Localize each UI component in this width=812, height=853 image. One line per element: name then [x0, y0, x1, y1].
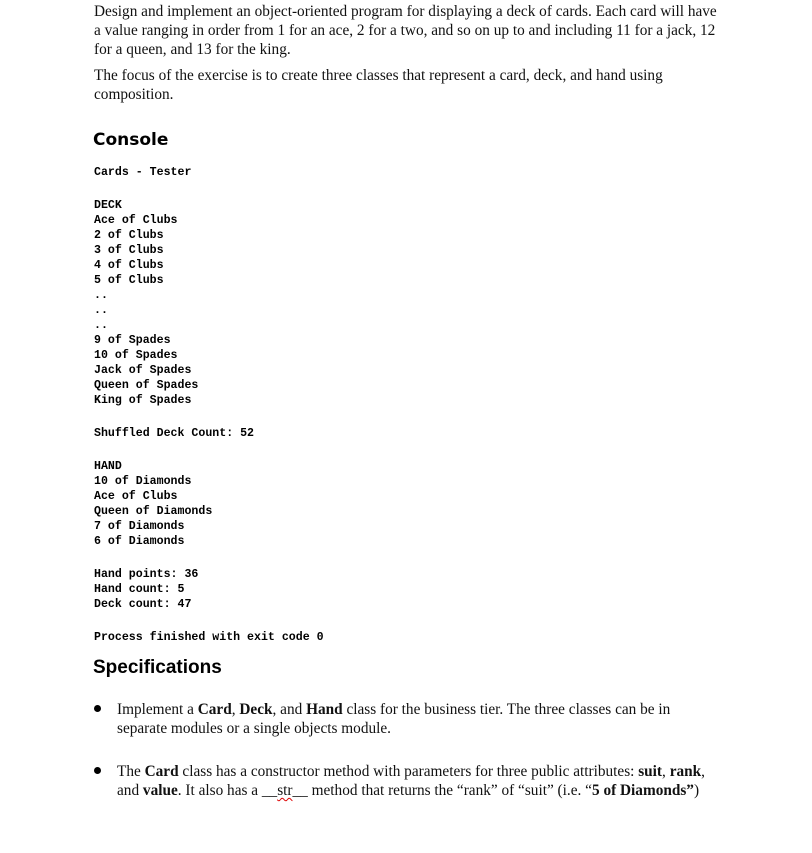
- attr-value: value: [142, 782, 178, 799]
- specifications-heading: Specifications: [93, 657, 222, 678]
- method-str: str: [277, 782, 293, 799]
- specifications-list: [94, 700, 724, 800]
- text: , and: [117, 763, 705, 799]
- intro-paragraph-2: The focus of the exercise is to create three classes that represent a card, deck, and hand using composition.: [94, 67, 663, 103]
- console-spacer: [94, 180, 324, 198]
- hand-line: 6 of Diamonds: [94, 535, 185, 548]
- hand-points: Hand points: 36: [94, 568, 199, 581]
- hand-line: 7 of Diamonds: [94, 520, 185, 533]
- deck-line: 3 of Clubs: [94, 244, 164, 257]
- deck-line: 5 of Clubs: [94, 274, 164, 287]
- hand-label: HAND: [94, 460, 122, 473]
- deck-line: Queen of Spades: [94, 379, 199, 392]
- text: . It also has a __: [177, 782, 278, 799]
- deck-line: 2 of Clubs: [94, 229, 164, 242]
- attr-rank: rank: [669, 763, 702, 780]
- console-spacer: [94, 612, 324, 630]
- text: Implement a: [117, 701, 198, 718]
- bullet-icon: [94, 767, 101, 774]
- console-spacer: [94, 441, 324, 459]
- deck-line: ..: [94, 304, 108, 317]
- class-name-card: Card: [197, 701, 232, 718]
- deck-line: Jack of Spades: [94, 364, 192, 377]
- text: The: [117, 763, 145, 780]
- spec-item-card-class: [94, 762, 724, 800]
- text: __ method that returns the “rank” of “suit” (i.e. “: [292, 782, 592, 799]
- text: ,: [662, 763, 670, 780]
- console-spacer: [94, 408, 324, 426]
- intro-paragraph-1: Design and implement an object-oriented program for displaying a deck of cards. Each card will have a value ranging in order from 1 for an ace, 2 for a two, and so on up to and including 11 for a jack, 12 for a queen, and 13 for the king.: [94, 3, 717, 58]
- deck-line: ..: [94, 319, 108, 332]
- class-name-deck: Deck: [239, 701, 273, 718]
- deck-line: 4 of Clubs: [94, 259, 164, 272]
- example-output: 5 of Diamonds”: [591, 782, 694, 799]
- text: ): [693, 782, 700, 799]
- text: class for the business tier. The three classes can be in separate modules or a single objects module.: [117, 701, 671, 737]
- deck-line: Ace of Clubs: [94, 214, 178, 227]
- console-output: [94, 165, 324, 645]
- text: , and: [272, 701, 307, 718]
- class-name-card: Card: [144, 763, 179, 780]
- exit-message: Process finished with exit code 0: [94, 631, 324, 644]
- text: ,: [231, 701, 240, 718]
- text: class has a constructor method with parameters for three public attributes:: [178, 763, 639, 780]
- class-name-hand: Hand: [306, 701, 343, 718]
- deck-line: 9 of Spades: [94, 334, 171, 347]
- bullet-icon: [94, 705, 101, 712]
- attr-suit: suit: [638, 763, 663, 780]
- deck-count: Deck count: 47: [94, 598, 192, 611]
- deck-line: ..: [94, 289, 108, 302]
- deck-line: 10 of Spades: [94, 349, 178, 362]
- console-heading: Console: [93, 130, 169, 150]
- console-title: Cards - Tester: [94, 166, 192, 179]
- deck-line: King of Spades: [94, 394, 192, 407]
- hand-line: Queen of Diamonds: [94, 505, 213, 518]
- console-spacer: [94, 549, 324, 567]
- hand-line: Ace of Clubs: [94, 490, 178, 503]
- spec-item-classes: [94, 700, 724, 738]
- hand-count: Hand count: 5: [94, 583, 185, 596]
- shuffled-count: Shuffled Deck Count: 52: [94, 427, 255, 440]
- deck-label: DECK: [94, 199, 122, 212]
- hand-line: 10 of Diamonds: [94, 475, 192, 488]
